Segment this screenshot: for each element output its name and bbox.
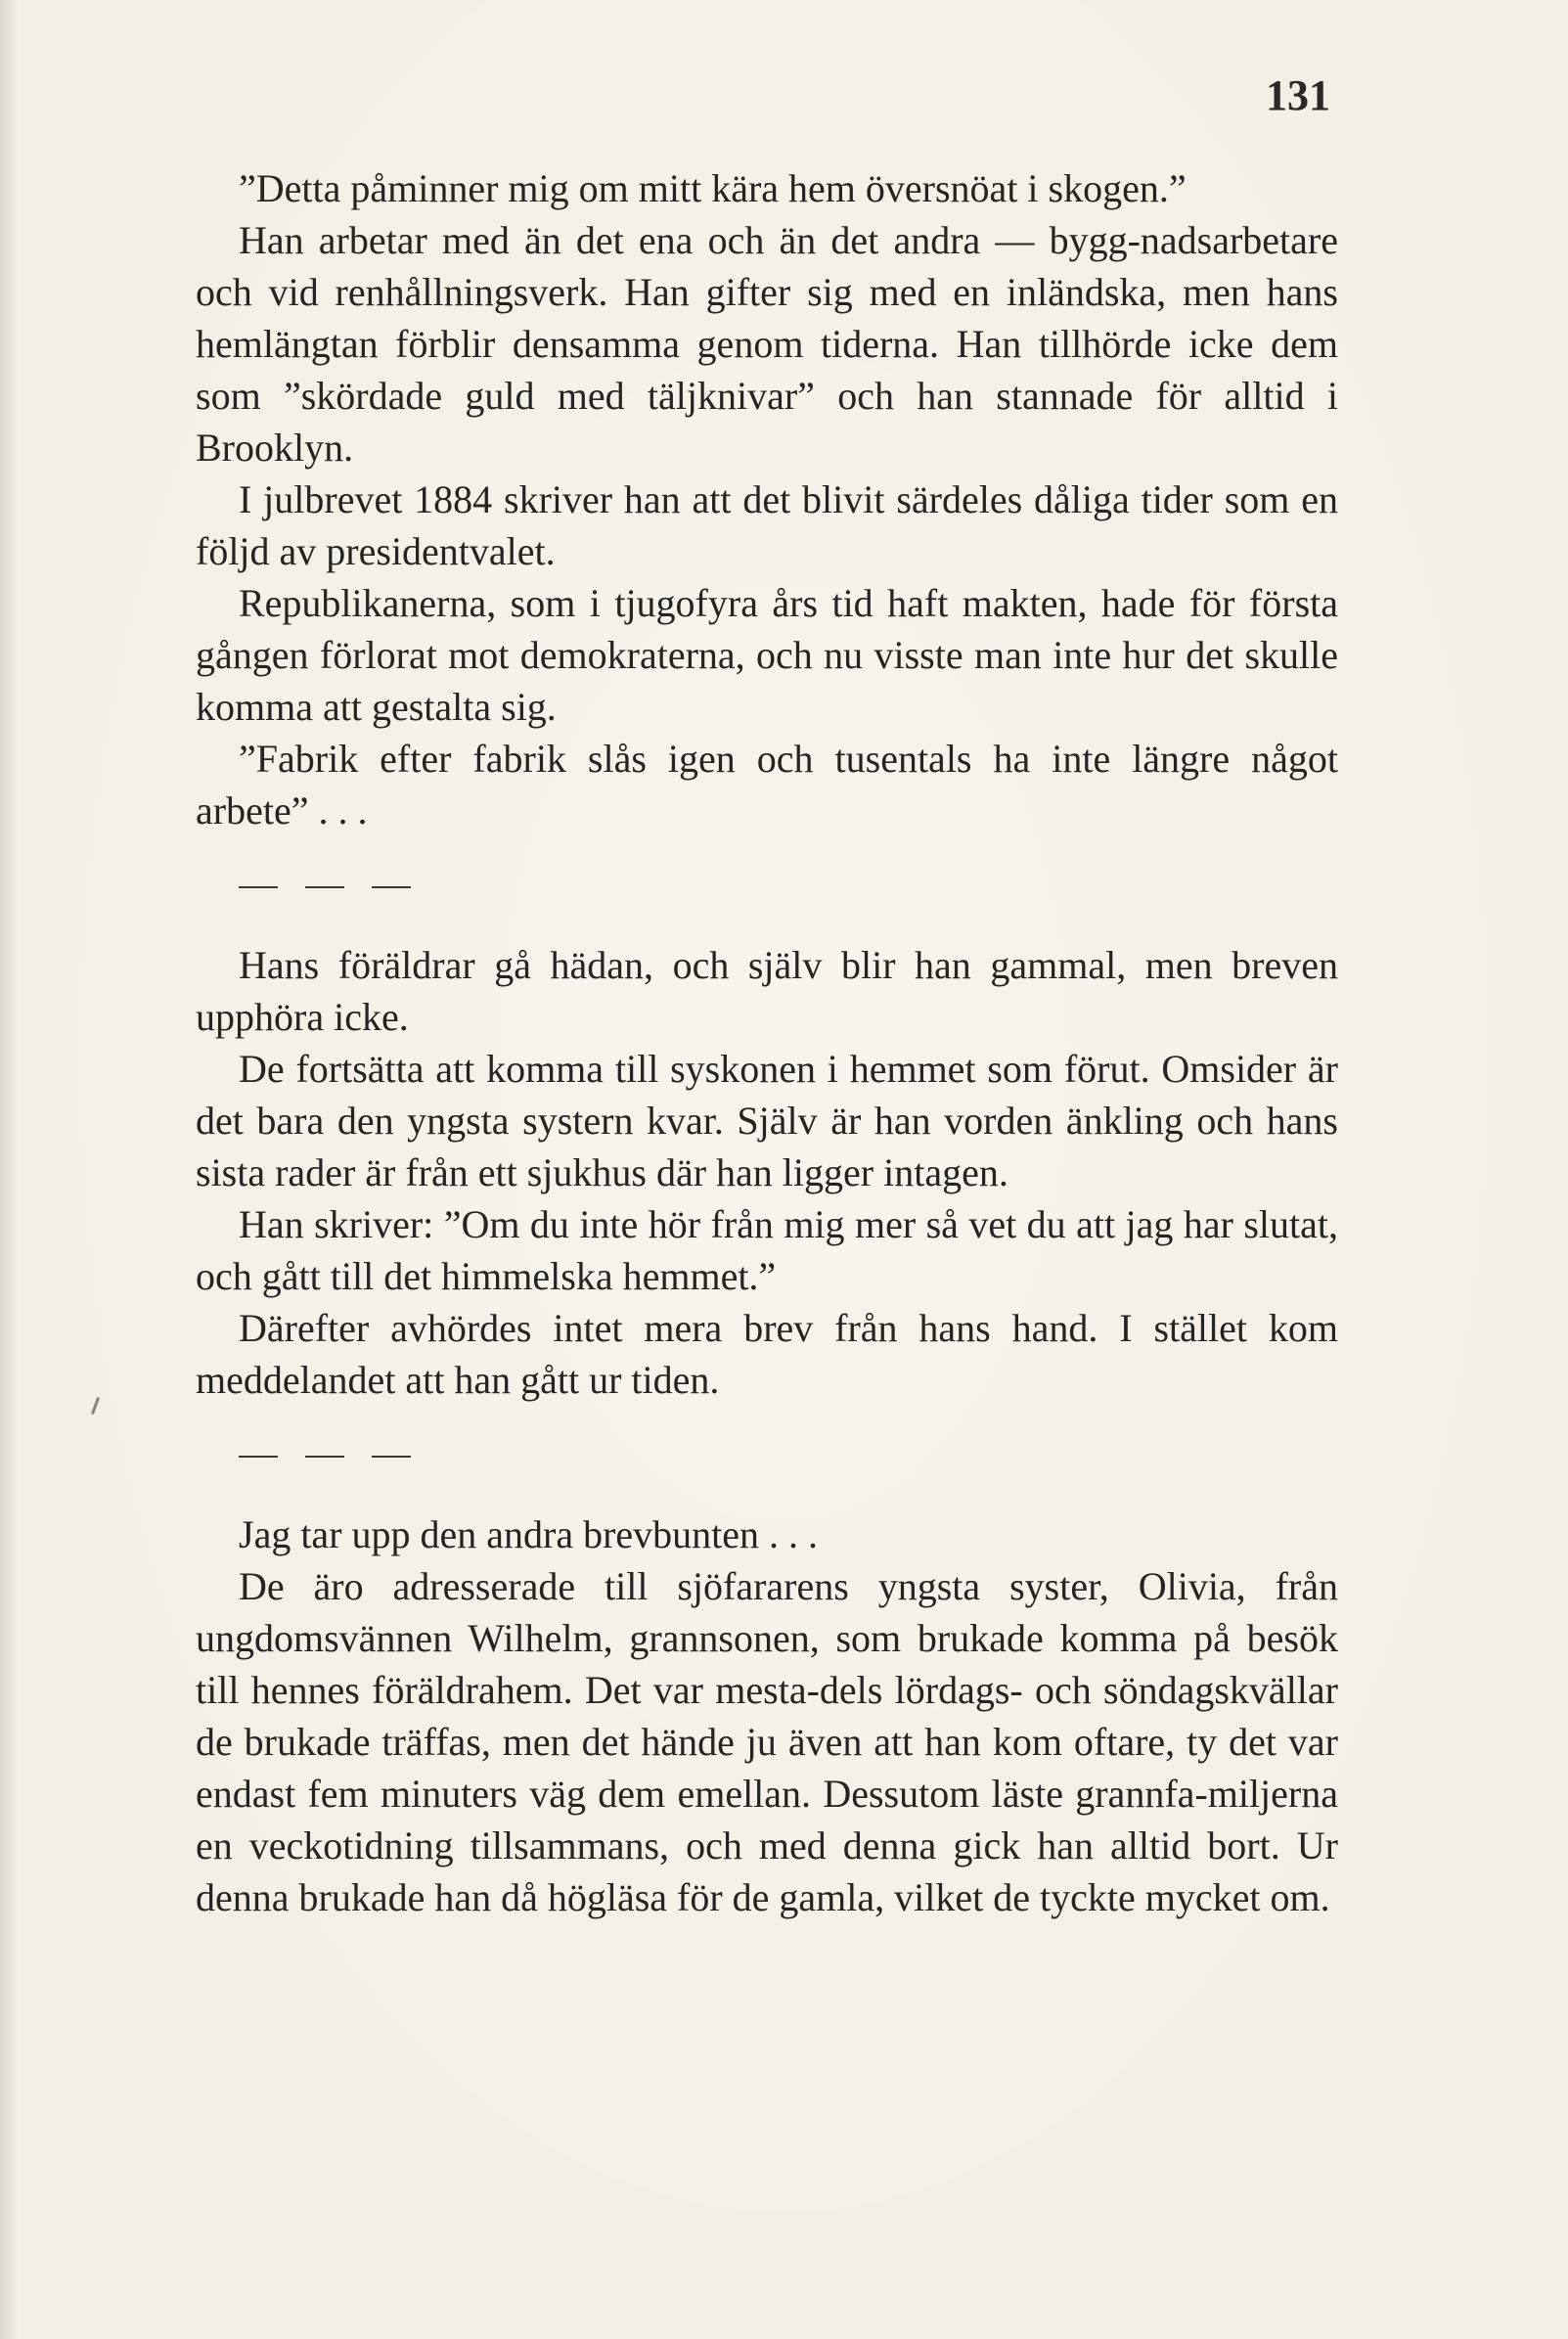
section-separator — [239, 1430, 1338, 1482]
body-text — [196, 162, 1338, 1923]
paragraph: Jag tar upp den andra brevbunten . . . — [239, 1512, 819, 1556]
paragraph: De äro adresserade till sjöfararens yngsta syster, Olivia, från ungdomsvännen Wilhelm, grannsonen, som brukade komma på besök till hennes föräldrahem. Det var mesta-dels lördags- och söndagskvällar de brukade träffas, men det hände ju även att han kom oftare, ty det var endast fem minuters väg dem emellan. Dessutom läste grannfa-miljerna en veckotidning tillsammans, och med denna gick han alltid bort. Ur denna brukade han då högläsa för de gamla, vilket de tyckte mycket om. — [196, 1564, 1338, 1919]
paragraph: Han skriver: ”Om du inte hör från mig mer så vet du att jag har slutat, och gått till det himmelska hemmet.” — [196, 1202, 1338, 1298]
paragraph: De fortsätta att komma till syskonen i hemmet som förut. Omsider är det bara den yngsta systern kvar. Själv är han vorden änkling och hans sista rader är från ett sjukhus där han ligger intagen. — [196, 1047, 1338, 1194]
separator-dash — [239, 886, 278, 888]
separator-dash — [372, 886, 411, 888]
separator-dash — [305, 886, 344, 888]
page-gutter-shadow — [0, 0, 18, 2339]
paragraph: Därefter avhördes intet mera brev från hans hand. I stället kom meddelandet att han gått ur tiden. — [196, 1306, 1338, 1402]
paragraph: ”Fabrik efter fabrik slås igen och tusentals ha inte längre något arbete” . . . — [196, 737, 1338, 832]
separator-dash — [372, 1456, 411, 1458]
paragraph: Han arbetar med än det ena och än det andra — bygg-nadsarbetare och vid renhållningsverk. Han gifter sig med en inländska, men hans hemlängtan förblir densamma genom tiderna. Han tillhörde icke dem som ”skördade guld med täljknivar” och han stannade för alltid i Brooklyn. — [196, 218, 1338, 470]
paragraph: Republikanerna, som i tjugofyra års tid haft makten, hade för första gången förlorat mot demokraterna, och nu visste man inte hur det skulle komma att gestalta sig. — [196, 581, 1338, 729]
paragraph: Hans föräldrar gå hädan, och själv blir han gammal, men breven upphöra icke. — [196, 943, 1338, 1039]
section-separator — [239, 861, 1338, 913]
page-number: 131 — [1266, 71, 1330, 119]
margin-mark — [91, 1397, 100, 1415]
separator-dash — [305, 1456, 344, 1458]
separator-dash — [239, 1456, 278, 1458]
paragraph: I julbrevet 1884 skriver han att det blivit särdeles dåliga tider som en följd av presidentvalet. — [196, 477, 1338, 573]
paragraph: ”Detta påminner mig om mitt kära hem översnöat i skogen.” — [239, 166, 1187, 210]
